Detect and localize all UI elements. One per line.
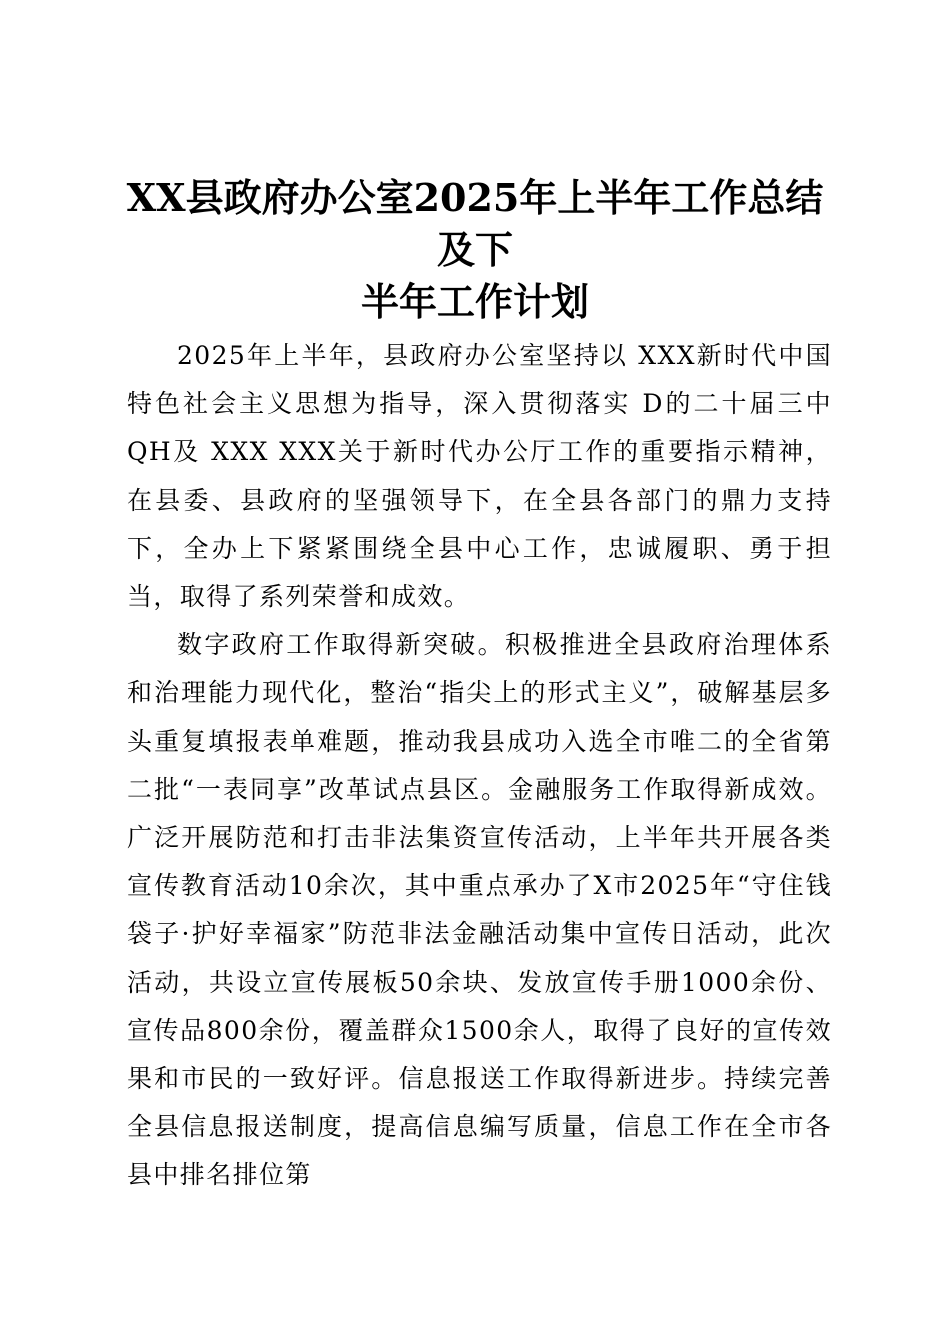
intro-paragraph: 2025年上半年，县政府办公室坚持以 XXX新时代中国特色社会主义思想为指导，深入贯彻落实 D的二十届三中 QH及 XXX XXX关于新时代办公厅工作的重要指示精神，在县委、县政府的坚强领导下，在全县各部门的鼎力支持下，全办上下紧紧围绕全县中心工作，忠诚履职、勇于担当，取得了系列荣誉和成效。 xyxy=(127,341,832,612)
page-title xyxy=(110,172,840,328)
title-line-2: 半年工作计划 xyxy=(360,279,589,324)
title-line-1: XX县政府办公室2025年上半年工作总结及下 xyxy=(126,175,824,272)
document-body xyxy=(127,332,832,1200)
achievements-paragraph: 数字政府工作取得新突破。积极推进全县政府治理体系和治理能力现代化，整治“指尖上的形式主义”，破解基层多头重复填报表单难题，推动我县成功入选全市唯二的全省第二批“一表同享”改革试点县区。金融服务工作取得新成效。广泛开展防范和打击非法集资宣传活动，上半年共开展各类宣传教育活动10余次，其中重点承办了X市2025年“守住钱袋子·护好幸福家”防范非法金融活动集中宣传日活动，此次活动，共设立宣传展板50余块、发放宣传手册1000余份、宣传品800余份，覆盖群众1500余人，取得了良好的宣传效果和市民的一致好评。信息报送工作取得新进步。持续完善全县信息报送制度，提高信息编写质量，信息工作在全市各县中排名排位第 xyxy=(127,630,832,1190)
